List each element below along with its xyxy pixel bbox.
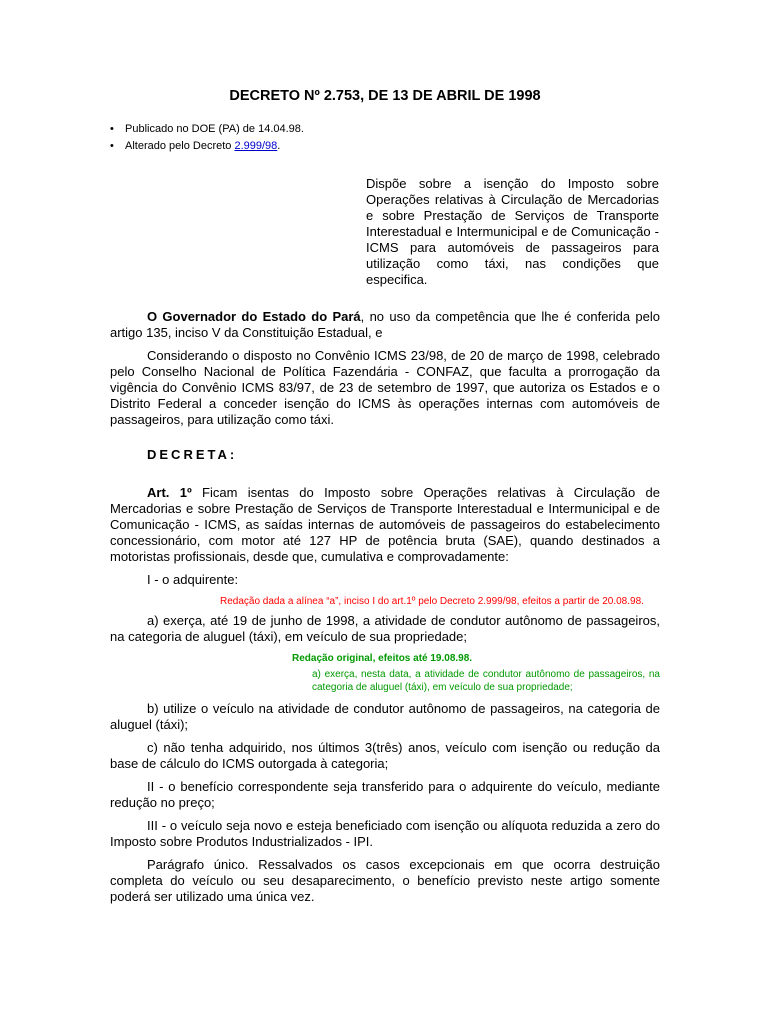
note-altered-prefix: Alterado pelo Decreto [125, 140, 235, 152]
art1-caput [110, 485, 660, 565]
original-wording-heading: Redação original, efeitos até 19.08.98. [292, 653, 473, 664]
decreta-block [110, 447, 660, 463]
decree-title: DECRETO Nº 2.753, DE 13 DE ABRIL DE 1998 [229, 88, 541, 104]
decreta-heading: DECRETA: [147, 447, 238, 462]
publication-notes [110, 121, 304, 155]
ementa: Dispõe sobre a isenção do Imposto sobre Operações relativas à Circulação de Mercadorias e sobre Prestação de Serviços de Transporte Interestadual e Intermunicipal e de Comunicação - ICMS para automóveis de passageiros para utilização como táxi, nas condições que especifica. [366, 176, 659, 287]
inciso-i: I - o adquirente: [147, 572, 239, 587]
original-wording-text: a) exerça, nesta data, a atividade de condutor autônomo de passageiros, na categoria de aluguel (táxi), em veículo de sua propriedade; [312, 669, 660, 693]
note-altered-suffix: . [277, 140, 281, 152]
alinea-b: b) utilize o veículo na atividade de condutor autônomo de passageiros, na categoria de aluguel (táxi); [110, 701, 660, 732]
note-altered [110, 138, 304, 155]
inciso-ii: II - o benefício correspondente seja transferido para o adquirente do veículo, mediante redução no preço; [110, 779, 660, 810]
paragrafo-unico: Parágrafo único. Ressalvados os casos excepcionais em que ocorra destruição completa do veículo ou seu desaparecimento, o benefício previsto neste artigo somente poderá ser utilizado uma única vez. [110, 857, 660, 904]
preamble-governor [110, 309, 660, 341]
preamble [110, 309, 660, 428]
governor-rest: , no uso da competência que lhe é conferida pelo artigo 135, inciso V da Constituição Estadual, e [110, 309, 660, 340]
art1-label: Art. 1º [147, 485, 192, 500]
inciso-iii: III - o veículo seja novo e esteja beneficiado com isenção ou alíquota reduzida a zero do Imposto sobre Produtos Industrializados - IPI. [110, 818, 660, 849]
note-published: • Publicado no DOE (PA) de 14.04.98. [110, 121, 304, 138]
alinea-c: c) não tenha adquirido, nos últimos 3(três) anos, veículo com isenção ou redução da base de cálculo do ICMS outorgada à categoria; [110, 740, 660, 771]
amendment-note: Redação dada a alínea “a”, inciso I do art.1º pelo Decreto 2.999/98, efeitos a partir de 20.08.98. [220, 596, 644, 607]
decree-link[interactable]: 2.999/98 [234, 140, 278, 152]
art1-text: Ficam isentas do Imposto sobre Operações relativas à Circulação de Mercadorias e sobre Prestação de Serviços de Transporte Interestadual e Intermunicipal e de Comunicação - ICMS, as saídas internas de automóveis de passageiros do estabelecimento concessionário, com motor até 127 HP de potência bruta (SAE), quando destinados a motoristas profissionais, desde que, cumulativa e comprovadamente: [110, 485, 660, 564]
preamble-considerando: Considerando o disposto no Convênio ICMS 23/98, de 20 de março de 1998, celebrado pelo Conselho Nacional de Política Fazendária - CONFAZ, que faculta a prorrogação da vigência do Convênio ICMS 83/97, de 23 de setembro de 1997, que autoriza os Estados e o Distrito Federal a conceder isenção do ICMS às operações internas com automóveis de passageiros, para utilização como táxi. [110, 348, 660, 427]
governor-bold: O Governador do Estado do Pará [147, 309, 361, 324]
article-1 [110, 485, 660, 905]
alinea-a: a) exerça, até 19 de junho de 1998, a atividade de condutor autônomo de passageiros, na categoria de aluguel (táxi), em veículo de sua propriedade; [110, 613, 660, 644]
